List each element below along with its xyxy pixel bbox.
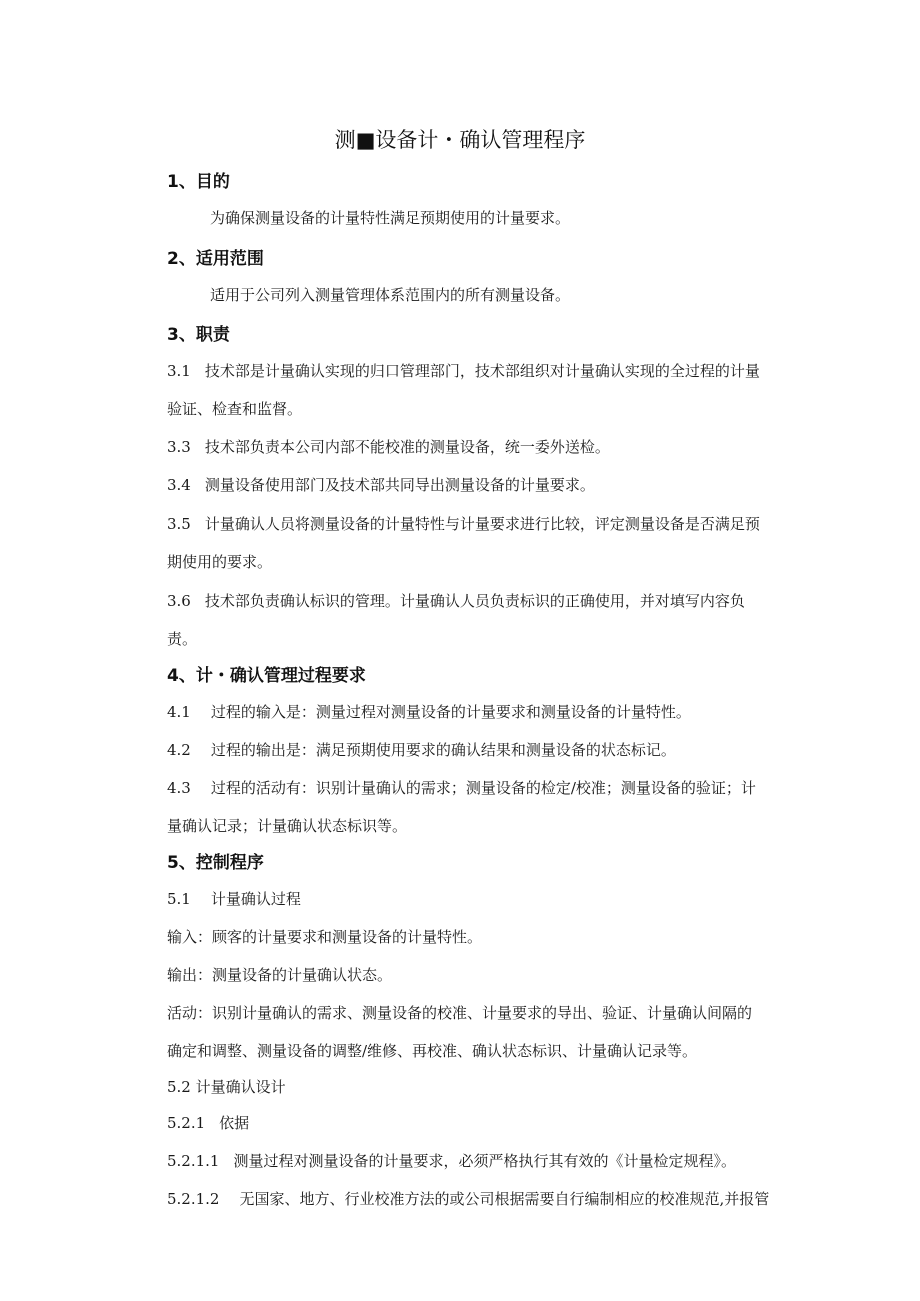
item-4-3-line2: 量确认记录；计量确认状态标识等。 bbox=[167, 817, 408, 835]
item-3-3 bbox=[167, 428, 835, 466]
item-4-2-number: 4.2 bbox=[167, 741, 191, 759]
item-3-5-line2: 期使用的要求。 bbox=[167, 553, 273, 571]
item-3-6-line1 bbox=[167, 582, 835, 620]
activity-line1: 活动：识别计量确认的需求、测量设备的校准、计量要求的导出、验证、计量确认间隔的 bbox=[167, 1004, 753, 1022]
item-3-5-line1 bbox=[167, 505, 835, 543]
item-5-2-1-2-number: 5.2.1.2 bbox=[167, 1190, 220, 1208]
item-3-3-number: 3.3 bbox=[167, 438, 191, 456]
item-3-1-line2: 验证、检查和监督。 bbox=[167, 400, 303, 418]
item-3-1-text: 技术部是计量确认实现的归口管理部门，技术部组织对计量确认实现的全过程的计量 bbox=[204, 362, 760, 380]
item-5-2-1-2-text: 无国家、地方、行业校准方法的或公司根据需要自行编制相应的校准规范,并报管 bbox=[239, 1190, 770, 1208]
item-5-1 bbox=[167, 880, 835, 918]
item-3-6-line2: 责。 bbox=[167, 630, 198, 648]
item-4-2-text: 过程的输出是：满足预期使用要求的确认结果和测量设备的状态标记。 bbox=[210, 741, 676, 759]
item-4-3-text: 过程的活动有：识别计量确认的需求；测量设备的检定/校准；测量设备的验证；计 bbox=[210, 779, 756, 797]
section-1-text: 为确保测量设备的计量特性满足预期使用的计量要求。 bbox=[210, 209, 571, 227]
page-title: 测■设备计・确认管理程序 bbox=[334, 128, 586, 152]
item-3-4-text: 测量设备使用部门及技术部共同导出测量设备的计量要求。 bbox=[204, 476, 595, 494]
item-3-3-text: 技术部负责本公司内部不能校准的测量设备，统一委外送检。 bbox=[204, 438, 610, 456]
item-4-1-text: 过程的输入是：测量过程对测量设备的计量要求和测量设备的计量特性。 bbox=[210, 703, 691, 721]
activity-line2: 确定和调整、测量设备的调整/维修、再校准、确认状态标识、计量确认记录等。 bbox=[167, 1042, 698, 1060]
item-4-1 bbox=[167, 693, 835, 731]
item-4-3-number: 4.3 bbox=[167, 779, 191, 797]
section-5-heading: 5、控制程序 bbox=[167, 853, 264, 873]
item-3-5-text: 计量确认人员将测量设备的计量特性与计量要求进行比较，评定测量设备是否满足预 bbox=[204, 515, 760, 533]
section-2-text: 适用于公司列入测量管理体系范围内的所有测量设备。 bbox=[210, 286, 571, 304]
section-1-heading: 1、目的 bbox=[167, 172, 230, 192]
item-5-2-1 bbox=[167, 1104, 835, 1142]
section-3-heading: 3、职责 bbox=[167, 325, 230, 345]
item-3-6-text: 技术部负责确认标识的管理。计量确认人员负责标识的正确使用，并对填写内容负 bbox=[204, 592, 745, 610]
item-3-4 bbox=[167, 466, 835, 504]
item-3-1-line1 bbox=[167, 352, 835, 390]
item-4-2 bbox=[167, 731, 835, 769]
item-4-1-number: 4.1 bbox=[167, 703, 191, 721]
section-4-heading: 4、计・确认管理过程要求 bbox=[167, 666, 366, 686]
item-5-1-text: 计量确认过程 bbox=[210, 890, 301, 908]
item-5-2-1-number: 5.2.1 bbox=[167, 1114, 206, 1132]
item-5-2-1-1-text: 测量过程对测量设备的计量要求，必须严格执行其有效的《计量检定规程》。 bbox=[233, 1152, 736, 1170]
item-5-2-1-text: 依据 bbox=[219, 1114, 250, 1132]
item-5-2-1-1 bbox=[167, 1142, 835, 1180]
item-5-2-1-1-number: 5.2.1.1 bbox=[167, 1152, 220, 1170]
item-5-2-1-2 bbox=[167, 1180, 835, 1218]
input-line: 输入：顾客的计量要求和测量设备的计量特性。 bbox=[167, 928, 483, 946]
output-line: 输出：测量设备的计量确认状态。 bbox=[167, 966, 393, 984]
section-2-heading: 2、适用范围 bbox=[167, 249, 264, 269]
item-4-3-line1 bbox=[167, 769, 835, 807]
item-3-4-number: 3.4 bbox=[167, 476, 191, 494]
item-3-6-number: 3.6 bbox=[167, 592, 191, 610]
item-3-5-number: 3.5 bbox=[167, 515, 191, 533]
item-3-1-number: 3.1 bbox=[167, 362, 191, 380]
item-5-1-number: 5.1 bbox=[167, 890, 191, 908]
item-5-2: 5.2 计量确认设计 bbox=[167, 1078, 286, 1096]
